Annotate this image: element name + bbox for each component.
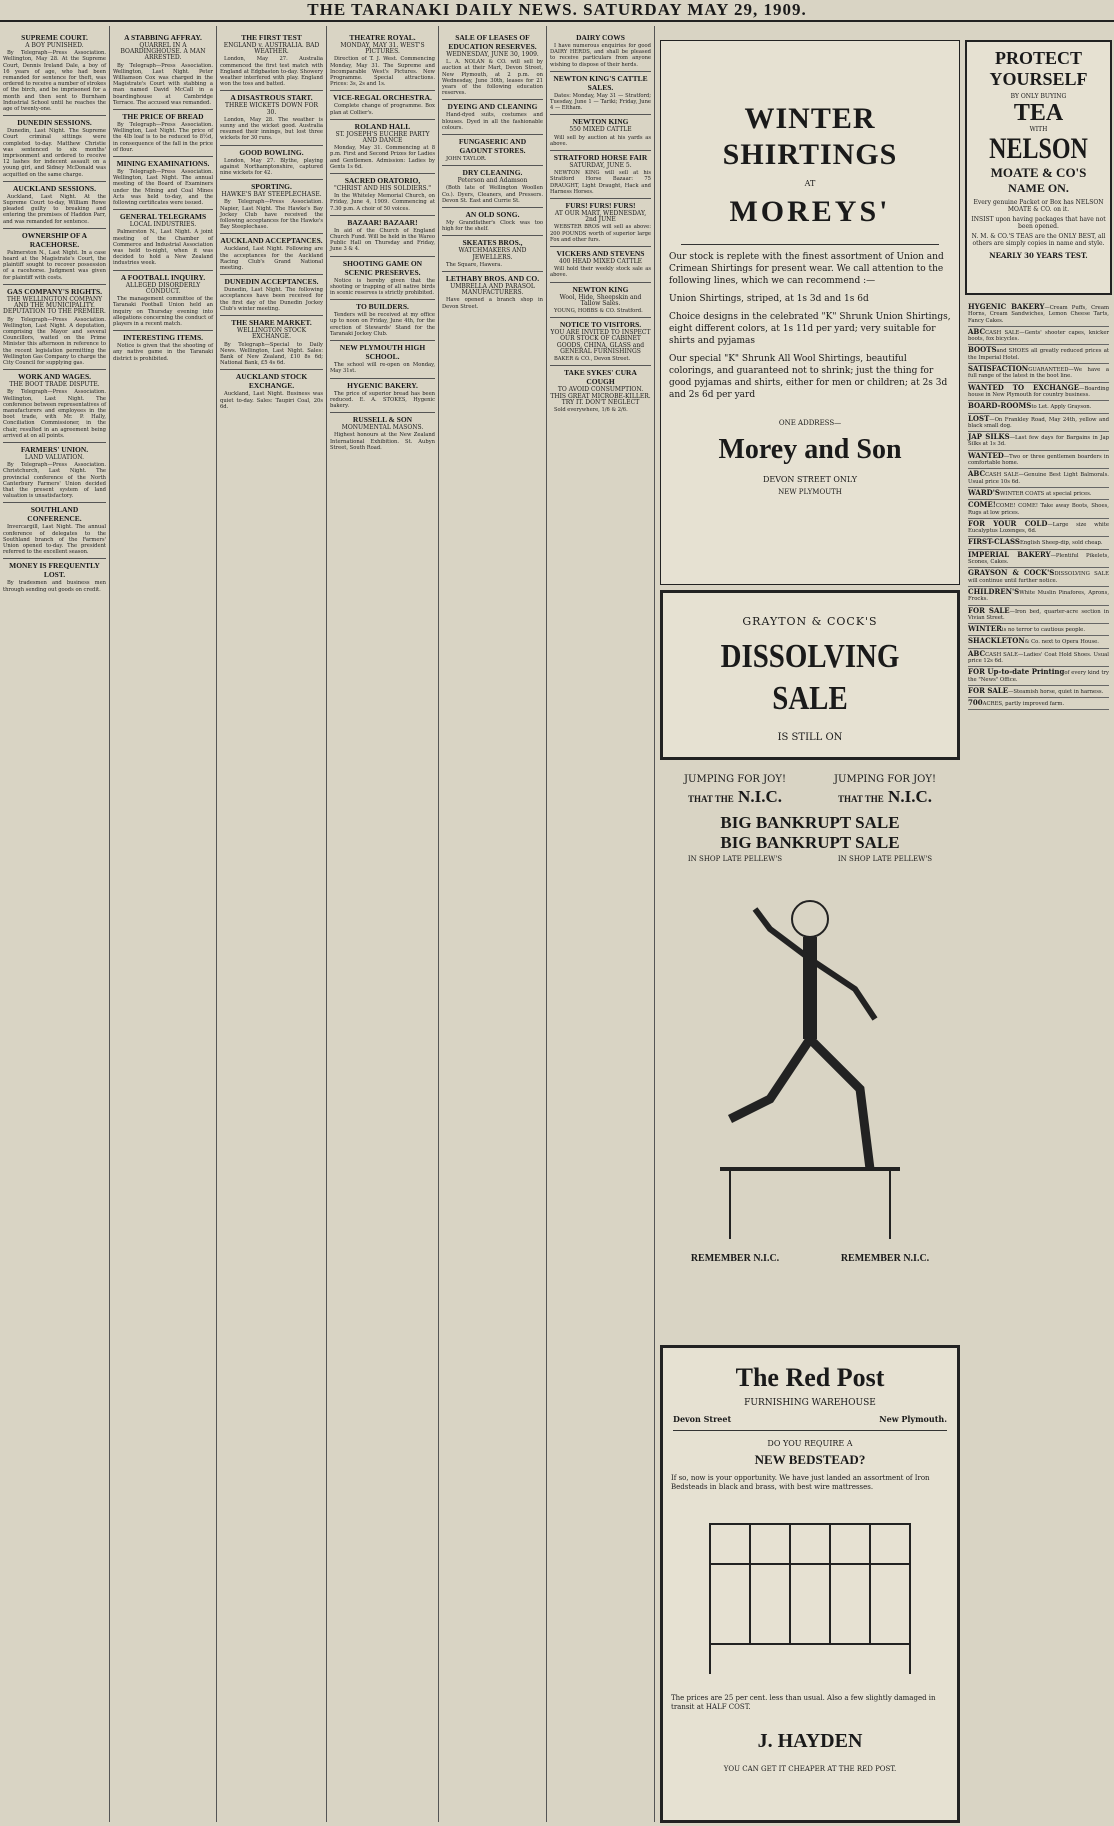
nic-bankrupt-sale-ad bbox=[660, 768, 960, 1338]
article-heading: DAIRY COWS bbox=[576, 33, 625, 42]
article-body: In aid of the Church of England Church Fund. Will be held in the Wareo Public Hall on Thursday and Friday, June 3 & 4. bbox=[330, 227, 435, 253]
article-heading: DUNEDIN ACCEPTANCES. bbox=[220, 274, 323, 286]
ad-paragraph-3: Choice designs in the celebrated "K" Shrunk Union Shirtings, eight different colors, at 1s 11d per yard; very suitable for shirts and pyjamas bbox=[669, 312, 951, 346]
classified-entry bbox=[968, 451, 1109, 470]
article-body: By Telegraph—Press Association. Napier, Last Night. The Hawke's Bay Jockey Club have received the following acceptances for the Hawke's Bay Steeplechase. bbox=[220, 199, 323, 231]
classified-text: —On Frankley Road, May 24th, yellow and black small dog. bbox=[968, 416, 1109, 429]
redpost-street: Devon Street bbox=[673, 1414, 732, 1424]
article-subheading: LOCAL INDUSTRIES. bbox=[129, 221, 197, 229]
classified-entry bbox=[968, 414, 1109, 433]
article-heading: SALE OF LEASES OF EDUCATION RESERVES. bbox=[448, 33, 537, 51]
nic-remember-right: REMEMBER N.I.C. bbox=[840, 1253, 930, 1264]
article-body: By Telegraph—Special to Daily News. Wellington, Last Night. Sales: Bank of New Zealand, £10 8s 6d; National Bank, £5 4s 6d. bbox=[220, 341, 323, 367]
classified-lead: IMPERIAL BAKERY bbox=[968, 549, 1051, 559]
article-body: L. A. NOLAN & CO. will sell by auction at their Mart, Devon Street, New Plymouth, at 2 p.m. on Wednesday, June 30th, leases for 21 years of the following education reserves. bbox=[442, 59, 543, 97]
nelson-line-12: NEARLY 30 YEARS TEST. bbox=[989, 251, 1088, 260]
classified-lead: FOR SALE bbox=[968, 605, 1010, 615]
nelson-line-10: INSIST upon having packages that have not been opened. bbox=[971, 216, 1106, 230]
article-subheading: WELLINGTON STOCK EXCHANGE. bbox=[236, 327, 307, 341]
nelson-line-11: N. M. & CO.'S TEAS are the ONLY BEST, all others are simply copies in name and style. bbox=[971, 233, 1106, 247]
article-body: By Telegraph—Press Association. Wellington, Last Night. The conference between representatives of manufacturers and employees in the boot trade, with Mr. P. Hally, Conciliation Commissioner, in the chair, resulted in an agreement being arrived at on all points. bbox=[3, 389, 106, 439]
masthead: THE TARANAKI DAILY NEWS. SATURDAY MAY 29, 1909. bbox=[0, 0, 1114, 22]
article-heading: VICE-REGAL ORCHESTRA. bbox=[330, 90, 435, 102]
article-heading: NEWTON KING bbox=[550, 114, 651, 126]
article-heading: A FOOTBALL INQUIRY. bbox=[113, 270, 213, 282]
article-body: The Square, Hawera. bbox=[446, 261, 503, 268]
redpost-body: If so, now is your opportunity. We have just landed an assortment of Iron Bedsteads in black and brass, with best wire mattresses. bbox=[671, 1474, 930, 1491]
article-subheading: "CHRIST AND HIS SOLDIERS." bbox=[333, 185, 432, 193]
article-heading: OWNERSHIP OF A RACEHORSE. bbox=[3, 228, 106, 249]
article-heading: TO BUILDERS. bbox=[330, 299, 435, 311]
classified-lead: HYGENIC BAKERY bbox=[968, 302, 1045, 311]
article-heading: AUCKLAND ACCEPTANCES. bbox=[220, 233, 323, 245]
classified-entry bbox=[968, 432, 1109, 451]
article-subheading: AT OUR MART, WEDNESDAY, 2nd JUNE bbox=[554, 210, 647, 224]
classified-entry bbox=[968, 624, 1109, 636]
article-body: Notice is given that the shooting of any native game in the Taranaki district is prohibited. bbox=[113, 343, 213, 362]
classified-text: and SHOES all greatly reduced prices at the Imperial Hotel. bbox=[968, 348, 1109, 361]
article-heading: NEWTON KING bbox=[550, 282, 651, 294]
classified-text: White Muslin Pinafores, Aprons, Frocks. bbox=[968, 589, 1109, 603]
article-subheading: ENGLAND v. AUSTRALIA. BAD WEATHER. bbox=[223, 42, 320, 56]
classified-entry bbox=[968, 401, 1109, 413]
article-heading: THE PRICE OF BREAD bbox=[113, 109, 213, 121]
article-body: Dunedin, Last Night. The Supreme Court criminal sittings were completed to-day. Matthew Christie was sentenced to six months' imprisonment and ordered to receive 12 lashes for indecent assault on a young girl, and Sidney McDonald was acquitted on the same charge. bbox=[3, 128, 106, 178]
classified-entry bbox=[968, 383, 1109, 402]
classified-entry bbox=[968, 587, 1109, 606]
nic-shop-right: IN SHOP LATE PELLEW'S bbox=[837, 855, 933, 863]
article-body: Will hold their weekly stock sale as above. bbox=[550, 266, 651, 279]
article-body: Invercargill, Last Night. The annual conference of delegates to the Southland branch of the Farmers' Union opened to-day. The president referred to the excellent season. bbox=[3, 524, 106, 556]
article-body: Auckland, Last Night. Following are the acceptances for the Auckland Racing Club's Grand National meeting. bbox=[220, 246, 323, 272]
article-heading: AUCKLAND SESSIONS. bbox=[3, 181, 106, 193]
classified-text: CASH SALE—Genuine Best Light Balmorals. Usual price 10s 6d. bbox=[968, 472, 1109, 485]
nelson-line-9: Every genuine Packet or Box has NELSON MOATE & CO. on it. bbox=[973, 199, 1104, 213]
article-heading: RUSSELL & SON bbox=[330, 412, 435, 424]
redpost-question-1: DO YOU REQUIRE A bbox=[767, 1439, 853, 1448]
classified-lead: BOARD-ROOMS bbox=[968, 401, 1032, 411]
grayton-name: GRAYTON & COCK'S bbox=[742, 615, 878, 628]
article-body: The management committee of the Taranaki Football Union held an inquiry on Thursday evening into allegations concerning the conduct of players in a recent match. bbox=[113, 296, 213, 327]
article-heading: LETHABY BROS. AND CO. bbox=[442, 271, 543, 283]
classifieds-column bbox=[965, 300, 1112, 1822]
ad-at: AT bbox=[804, 179, 816, 188]
redpost-title: The Red Post bbox=[735, 1363, 885, 1392]
nic-shop-left: IN SHOP LATE PELLEW'S bbox=[687, 855, 783, 863]
jumping-runner-illustration bbox=[660, 869, 960, 1249]
classified-lead: WARD'S bbox=[968, 487, 1000, 497]
classified-lead: WANTED bbox=[968, 450, 1004, 460]
classified-text: ACRES, partly improved farm. bbox=[982, 701, 1065, 708]
column-4 bbox=[327, 26, 439, 1822]
classified-lead: SHACKLETON bbox=[968, 636, 1025, 646]
classified-lead: SATISFACTION bbox=[968, 364, 1029, 374]
article-subheading: LAND VALUATION. bbox=[24, 453, 85, 461]
article-heading: DRY CLEANING. bbox=[442, 165, 543, 177]
nelson-line-4: TEA bbox=[1013, 100, 1064, 126]
classified-entry bbox=[968, 469, 1109, 488]
ad-firm: Morey and Son bbox=[718, 434, 902, 465]
article-heading: SHOOTING GAME ON SCENIC PRESERVES. bbox=[330, 256, 435, 277]
article-heading: FUNGASERIC AND GAOUNT STORES. bbox=[442, 134, 543, 155]
article-body: YOUNG, HOBBS & CO. Stratford. bbox=[554, 308, 643, 315]
article-heading: GENERAL TELEGRAMS bbox=[113, 209, 213, 221]
article-heading: SACRED ORATORIO, bbox=[330, 173, 435, 185]
article-heading: TAKE SYKES' CURA COUGH bbox=[550, 365, 651, 386]
article-body: Sold everywhere, 1/6 & 2/6. bbox=[554, 406, 628, 413]
article-heading: NEWTON KING'S CATTLE SALES. bbox=[550, 71, 651, 92]
classified-lead: WANTED TO EXCHANGE bbox=[968, 382, 1080, 392]
article-heading: HYGENIC BAKERY. bbox=[330, 378, 435, 390]
classified-lead: LOST bbox=[968, 413, 990, 423]
nelson-line-1: PROTECT bbox=[994, 48, 1082, 68]
moreys-shirtings-ad bbox=[660, 40, 960, 585]
classified-text: WINTER COATS at special prices. bbox=[999, 490, 1092, 497]
article-body: Have opened a branch shop in Devon Street. bbox=[442, 297, 543, 310]
red-post-ad bbox=[660, 1345, 960, 1823]
redpost-question-2: NEW BEDSTEAD? bbox=[754, 1452, 866, 1467]
article-heading: BAZAAR! BAZAAR! bbox=[330, 215, 435, 227]
article-body: Dates: Monday, May 31 — Stratford; Tuesday, June 1 — Tariki; Friday, June 4 — Eltham. bbox=[550, 92, 651, 112]
classified-lead: FOR Up-to-date Printing bbox=[968, 667, 1065, 677]
article-body: WEBSTER BROS will sell as above: 200 POUNDS worth of superior large Fox and other furs. bbox=[550, 224, 651, 243]
ad-paragraph-4: Our special "K" Shrunk All Wool Shirtings, beautiful colorings, and guaranteed not to shrink; just the thing for good pyjamas and shirts, either for men or children; at 2s 3d and 2s 6d per yard bbox=[669, 354, 948, 400]
ad-town: NEW PLYMOUTH bbox=[778, 488, 842, 496]
classified-text: GUARANTEED—We have a full range of the latest in the boot line. bbox=[968, 367, 1109, 380]
article-body: Highest honours at the New Zealand International Exhibition. St. Aubyn Street, South Road. bbox=[330, 432, 435, 451]
article-body: By Telegraph—Press Association. Wellington, May 28. At the Supreme Court, Dennis Ireland Dale, a boy of 16 years of age, who had been remanded for sentence for theft, was ordered to receive a number of strokes of the birch, and be imprisoned for a month and then sent to Burnham Industrial School until he reaches the age of twenty-one. bbox=[3, 50, 106, 113]
article-heading: WORK AND WAGES. bbox=[3, 369, 106, 381]
redpost-owner: J. HAYDEN bbox=[757, 1730, 863, 1752]
article-subheading: ALLEGED DISORDERLY CONDUCT. bbox=[125, 281, 201, 295]
classified-entry bbox=[968, 568, 1109, 587]
classified-lead: 700 bbox=[968, 698, 983, 708]
article-body: Monday, May 31. Commencing at 8 p.m. First and Second Prizes for Ladies and Gentlemen. Admission: Ladies by Gents 1s 6d. bbox=[330, 145, 435, 170]
column-5 bbox=[439, 26, 547, 1822]
article-subheading: YOU ARE INVITED TO INSPECT OUR STOCK OF CABINET GOODS, CHINA, GLASS and GENERAL FURNISHINGS bbox=[550, 329, 651, 355]
article-subheading: HAWKE'S BAY STEEPLECHASE. bbox=[221, 191, 322, 199]
article-body: By tradesmen and business men through sending out goods on credit. bbox=[3, 580, 106, 593]
nic-remember-left: REMEMBER N.I.C. bbox=[690, 1253, 780, 1264]
article-body: The school will re-open on Monday, May 31st. bbox=[330, 362, 435, 375]
classified-entry bbox=[968, 667, 1109, 686]
article-body: London, May 27. Blythe, playing against Northamptonshire, captured nine wickets for 42. bbox=[220, 157, 323, 177]
nelson-moate-tea-ad bbox=[965, 40, 1112, 295]
article-subheading: THE WELLINGTON COMPANY AND THE MUNICIPALITY. DEPUTATION TO THE PREMIER. bbox=[3, 295, 106, 316]
article-subheading: QUARREL IN A BOARDINGHOUSE. A MAN ARRESTED. bbox=[120, 42, 206, 62]
article-heading: SPORTING. bbox=[220, 179, 323, 191]
article-subheading: WEDNESDAY, JUNE 30, 1909. bbox=[446, 51, 539, 58]
article-subheading: 400 HEAD MIXED CATTLE bbox=[559, 258, 642, 266]
classified-entry bbox=[968, 488, 1109, 500]
grayton-status: IS STILL ON bbox=[777, 732, 843, 743]
nic-big-sale-2: BIG BANKRUPT SALE bbox=[720, 833, 900, 852]
article-heading: THE FIRST TEST bbox=[241, 33, 302, 42]
article-subheading: UMBRELLA AND PARASOL MANUFACTURERS. bbox=[450, 283, 535, 297]
bedstead-illustration bbox=[670, 1504, 950, 1684]
article-subheading: ST. JOSEPH'S EUCHRE PARTY AND DANCE bbox=[335, 130, 430, 145]
article-body: Tenders will be received at my office up to noon on Friday, June 4th, for the erection of Stewards' Stand for the Taranaki Jockey Club. bbox=[330, 312, 435, 337]
classified-text: to Let. Apply Grayson. bbox=[1031, 404, 1092, 411]
nic-big-sale: BIG BANKRUPT SALE bbox=[720, 813, 900, 832]
classified-entry bbox=[968, 302, 1109, 327]
classified-entry bbox=[968, 550, 1109, 569]
classified-lead: BOOTS bbox=[968, 345, 997, 355]
classified-entry bbox=[968, 698, 1109, 710]
article-subheading: A BOY PUNISHED. bbox=[25, 42, 84, 49]
ad-title: WINTER SHIRTINGS bbox=[722, 102, 898, 171]
classified-lead: JAP SILKS bbox=[968, 432, 1010, 442]
classified-text: —Cream Puffs, Cream Horns, Cream Sandwiches, Lemon Cheese Tarts, Fancy Cakes. bbox=[968, 305, 1109, 324]
classified-entry bbox=[968, 649, 1109, 668]
classified-text: —Boarding house in New Plymouth for country business. bbox=[968, 385, 1109, 398]
ad-street: DEVON STREET ONLY bbox=[762, 475, 858, 484]
article-body: The price of superior bread has been reduced. E. A. STOKES, Hygenic bakery. bbox=[330, 390, 435, 409]
grayton-sale: DISSOLVING SALE bbox=[720, 638, 900, 717]
article-heading: A STABBING AFFRAY. bbox=[124, 33, 202, 42]
classified-entry bbox=[968, 686, 1109, 698]
article-body: By Telegraph—Press Association. Wellington, Last Night. A deputation, comprising the Mayor and several Councillors, waited on the Prime Minister this afternoon in reference to the recent legislation permitting the Wellington Gas Company to charge the City Council for supplying gas. bbox=[3, 316, 106, 366]
classified-entry bbox=[968, 519, 1109, 538]
article-subheading: WATCHMAKERS AND JEWELLERS. bbox=[458, 247, 527, 261]
classified-lead: CHILDREN'S bbox=[968, 586, 1020, 596]
classified-text: COME! COME! Take away Boots, Shoes, Rugs at low prices. bbox=[968, 503, 1109, 516]
classified-text: —Steamish horse, quiet in harness. bbox=[1008, 688, 1104, 695]
article-heading: STRATFORD HORSE FAIR bbox=[550, 150, 651, 162]
article-heading: GOOD BOWLING. bbox=[220, 145, 323, 157]
article-heading: AN OLD SONG. bbox=[442, 207, 543, 219]
article-body: By Telegraph—Press Association. Christchurch, Last Night. The provincial conference of the North Canterbury Farmers' Union decided that the present system of land valuation is unsatisfactory. bbox=[3, 462, 106, 500]
classified-text: —Two or three gentlemen boarders in comfortable home. bbox=[968, 453, 1109, 467]
redpost-town: New Plymouth. bbox=[879, 1414, 947, 1424]
article-body: Will sell by auction at his yards as above. bbox=[550, 134, 651, 147]
classified-entry bbox=[968, 500, 1109, 519]
article-heading: SKEATES BROS., bbox=[442, 235, 543, 247]
article-subheading: 550 MIXED CATTLE bbox=[569, 126, 632, 134]
article-body: BAKER & CO., Devon Street. bbox=[554, 356, 631, 363]
article-body: Dunedin, Last Night. The following acceptances have been received for the first day of the Dunedin Jockey Club's winter meeting. bbox=[220, 287, 323, 312]
nic-that-left: THAT THE bbox=[688, 794, 734, 804]
article-heading: THEATRE ROYAL. bbox=[349, 33, 416, 42]
article-body: Complete change of programme. Box plan at Collier's. bbox=[330, 103, 435, 116]
redpost-note: The prices are 25 per cent. less than usual. Also a few slightly damaged in transit at HALF COST. bbox=[671, 1694, 936, 1711]
article-body: JOHN TAYLOR. bbox=[446, 156, 487, 163]
article-heading: DUNEDIN SESSIONS. bbox=[3, 115, 106, 127]
column-1 bbox=[0, 26, 110, 1822]
classified-text: —Large size white Eucalyptus Lozenges, 6d. bbox=[968, 521, 1110, 535]
article-subheading: TO AVOID CONSUMPTION. THIS GREAT MICROBE-KILLER. TRY IT. DON'T NEGLECT bbox=[550, 386, 651, 406]
article-heading: NEW PLYMOUTH HIGH SCHOOL. bbox=[330, 340, 435, 361]
article-heading: THE SHARE MARKET. bbox=[220, 315, 323, 327]
nelson-line-2: YOURSELF bbox=[989, 69, 1088, 89]
article-heading: AUCKLAND STOCK EXCHANGE. bbox=[220, 369, 323, 390]
article-subheading: Peterson and Adamson bbox=[457, 177, 528, 185]
article-subheading: MONDAY, MAY 31. WEST'S PICTURES. bbox=[340, 42, 425, 56]
article-heading: DYEING AND CLEANING bbox=[442, 99, 543, 111]
classified-lead: GRAYSON & COCK'S bbox=[968, 568, 1055, 578]
article-heading: SUPREME COURT. bbox=[21, 33, 88, 42]
article-body: Auckland, Last Night. At the Supreme Court to-day, William Rowe pleaded guilty to breaking and entering the premises of Haddon Parr, and was remanded for sentence. bbox=[3, 193, 106, 225]
article-body: By Telegraph—Press Association. Wellington, Last Night. Peter Williamson Cox was charged in the Magistrate's Court with stabbing a man named David McCall in a boardinghouse at Cambridge Terrace. The accused was remanded. bbox=[113, 62, 213, 106]
article-subheading: THREE WICKETS DOWN FOR 30. bbox=[224, 102, 319, 116]
classified-entry bbox=[968, 636, 1109, 648]
article-body: (Both late of Wellington Woollen Co.). Dyers, Cleaners, and Pressers. Devon St. East and Currie St. bbox=[442, 185, 543, 204]
nic-jump-left: JUMPING FOR JOY! bbox=[684, 774, 786, 785]
classified-text: & Co. next to Opera House. bbox=[1024, 639, 1099, 646]
nelson-line-5: WITH bbox=[1029, 126, 1048, 133]
article-heading: NOTICE TO VISITORS. bbox=[550, 317, 651, 329]
nelson-line-8: NAME ON. bbox=[1008, 181, 1069, 195]
article-heading: VICKERS AND STEVENS bbox=[550, 246, 651, 258]
article-body: Notice is hereby given that the shooting or trapping of all native birds in scenic reserves is strictly prohibited. bbox=[330, 277, 435, 297]
article-body: Auckland, Last Night. Business was quiet to-day. Sales: Taupiri Coal, 20s 6d. bbox=[220, 391, 323, 410]
article-heading: MONEY IS FREQUENTLY LOST. bbox=[3, 558, 106, 579]
ad-paragraph-1: Our stock is replete with the finest assortment of Union and Crimean Shirtings for present wear. We call attention to the following lines, which we can recommend :— bbox=[669, 252, 944, 286]
article-body: Palmerston N., Last Night. In a case heard at the Magistrate's Court, the plaintiff sought to recover possession of a racehorse. Judgment was given for plaintiff with costs. bbox=[3, 249, 106, 281]
article-body: Palmerston N., Last Night. A joint meeting of the Chamber of Commerce and Industrial Association was held to-night, when it was decided to hold a New Zealand industries week. bbox=[113, 229, 213, 267]
classified-text: is no terror to cautious people. bbox=[1001, 627, 1085, 634]
classified-text: CASH SALE—Gents' shooter capes, knicker boots, fox bicycles. bbox=[968, 329, 1109, 343]
article-heading: FURS! FURS! FURS! bbox=[550, 198, 651, 210]
article-body: London, May 27. Australia commenced the first test match with England at Edgbaston to-day. Showery weather interfered with play. England won the toss and batted. bbox=[220, 56, 323, 88]
classified-text: CASH SALE—Ladies' Coat Hold Shoes. Usual price 12s 6d. bbox=[968, 651, 1109, 664]
article-subheading: Wool, Hide, Sheepskin and Tallow Sales. bbox=[559, 293, 642, 307]
ad-brand: MOREYS' bbox=[729, 195, 891, 228]
redpost-sub: FURNISHING WAREHOUSE bbox=[744, 1398, 876, 1408]
ad-paragraph-2: Union Shirtings, striped, at 1s 3d and 1s 6d bbox=[669, 294, 869, 304]
article-subheading: SATURDAY, JUNE 5. bbox=[569, 162, 632, 170]
article-heading: A DISASTROUS START. bbox=[220, 90, 323, 102]
nelson-line-3: BY ONLY BUYING bbox=[1010, 93, 1067, 100]
classified-lead: FOR YOUR COLD bbox=[968, 518, 1048, 528]
classified-lead: FIRST-CLASS bbox=[968, 537, 1020, 547]
article-subheading: MONUMENTAL MASONS. bbox=[341, 424, 424, 432]
classified-lead: ABC bbox=[968, 648, 986, 658]
classified-text: English Sheep-dip, sold cheap. bbox=[1019, 540, 1103, 547]
article-body: My Grandfather's Clock was too high for the shelf. bbox=[442, 220, 543, 233]
article-heading: FARMERS' UNION. bbox=[3, 442, 106, 454]
classified-lead: COME! bbox=[968, 500, 996, 510]
column-3 bbox=[217, 26, 327, 1822]
classified-entry bbox=[968, 606, 1109, 625]
classified-lead: WINTER bbox=[968, 624, 1002, 634]
article-body: In the Whiteley Memorial Church, on Friday, June 4, 1909. Commencing at 7.30 p.m. A choir of 50 voices. bbox=[330, 193, 435, 212]
article-heading: ROLAND HALL bbox=[330, 119, 435, 131]
classified-entry bbox=[968, 537, 1109, 549]
classified-entry bbox=[968, 364, 1109, 383]
nelson-line-7: MOATE & CO'S bbox=[990, 165, 1087, 180]
nic-that-right: THAT THE bbox=[838, 794, 884, 804]
article-heading: SOUTHLAND CONFERENCE. bbox=[3, 502, 106, 523]
classified-lead: FOR SALE bbox=[968, 685, 1009, 695]
classified-text: —Last few days for Bargains in Jap Silks at 1s 3d. bbox=[968, 435, 1109, 448]
classified-entry bbox=[968, 327, 1109, 346]
article-body: NEWTON KING will sell at his Stratford Horse Bazaar: 75 DRAUGHT, Light Draught, Hack and Harness Horses. bbox=[550, 170, 651, 195]
article-body: Direction of T. J. West. Commencing Monday, May 31. The Supreme and Incomparable West's Pictures. New Programme. Special attractions. Prices: 3s, 2s and 1s. bbox=[330, 56, 435, 88]
nic-left: N.I.C. bbox=[738, 787, 782, 806]
article-heading: MINING EXAMINATIONS. bbox=[113, 156, 213, 168]
classified-lead: ABC bbox=[968, 469, 986, 479]
nic-jump-right: JUMPING FOR JOY! bbox=[834, 774, 936, 785]
article-body: London, May 28. The weather is sunny and the wicket good. Australia resumed their innings, but lost three wickets for 30 runs. bbox=[220, 116, 323, 142]
classified-entry bbox=[968, 345, 1109, 364]
classified-text: —Plentiful Pikelets, Scones, Cakes. bbox=[968, 552, 1110, 566]
article-heading: INTERESTING ITEMS. bbox=[113, 330, 213, 342]
article-body: Hand-dyed suits, costumes and blouses. Dyed in all the fashionable colours. bbox=[442, 112, 543, 131]
ad-address-label: ONE ADDRESS— bbox=[778, 419, 842, 427]
column-2 bbox=[110, 26, 217, 1822]
article-heading: GAS COMPANY'S RIGHTS. bbox=[3, 284, 106, 296]
grayton-cock-ad bbox=[660, 590, 960, 760]
article-body: By Telegraph—Press Association. Wellington, Last Night. The annual meeting of the Board of Examiners under the Mining and Coal Mines Acts was held to-day, and the following certificates were issued. bbox=[113, 169, 213, 207]
classified-lead: ABC bbox=[968, 326, 986, 336]
classified-text: DISSOLVING SALE will continue until further notice. bbox=[968, 571, 1109, 584]
column-6 bbox=[547, 26, 655, 1822]
nelson-line-6: NELSON bbox=[989, 132, 1088, 165]
classified-text: —Iron bed, quarter-acre section in Vivian Street. bbox=[968, 608, 1109, 621]
article-body: I have numerous enquiries for good DAIRY HERDS, and shall be pleased to receive particulars from anyone wishing to dispose of their herds. bbox=[550, 43, 651, 68]
nic-right: N.I.C. bbox=[888, 787, 932, 806]
article-subheading: THE BOOT TRADE DISPUTE. bbox=[9, 381, 100, 389]
redpost-footer: YOU CAN GET IT CHEAPER AT THE RED POST. bbox=[723, 1765, 897, 1773]
article-body: By Telegraph—Press Association. Wellington, Last Night. The price of the 4lb loaf is to be reduced to 8½d, in consequence of the fall in the price of flour. bbox=[113, 122, 213, 153]
classified-text: of every kind try the "News" Office. bbox=[968, 670, 1109, 683]
